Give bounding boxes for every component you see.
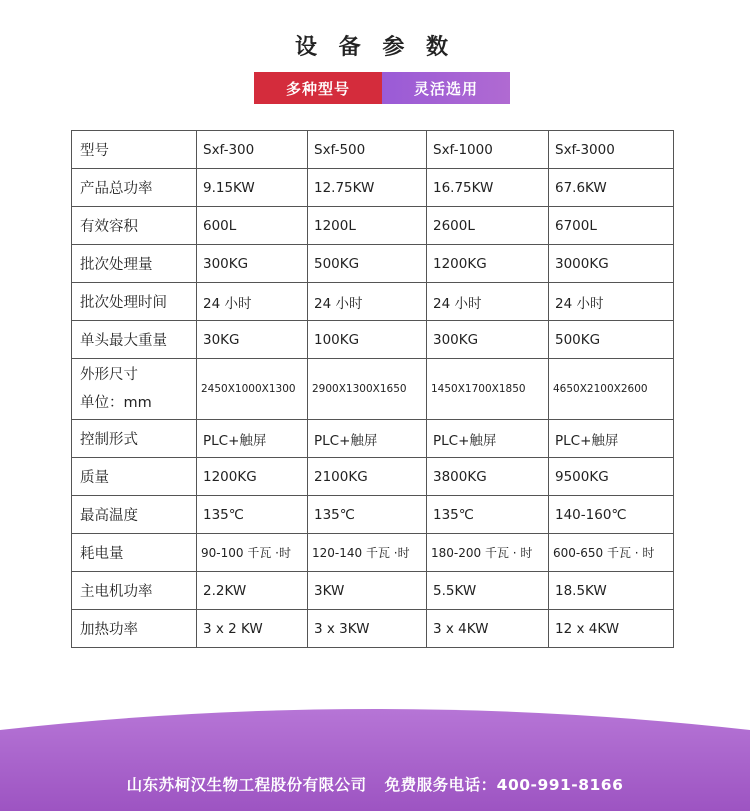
row-label: 型号 — [72, 131, 197, 169]
table-row — [72, 169, 674, 207]
table-cell: 18.5KW — [549, 572, 674, 610]
table-cell: 1200KG — [427, 245, 549, 283]
table-cell: 500KG — [549, 321, 674, 359]
table-cell: 1450X1700X1850 — [427, 359, 549, 420]
table-cell: 300KG — [197, 245, 308, 283]
table-cell: 24 小时 — [197, 283, 308, 321]
table-cell: 2900X1300X1650 — [308, 359, 427, 420]
table-cell: Sxf-3000 — [549, 131, 674, 169]
table-cell: PLC+触屏 — [427, 420, 549, 458]
table-cell: Sxf-1000 — [427, 131, 549, 169]
table-cell: PLC+触屏 — [197, 420, 308, 458]
hotline-number[interactable]: 400-991-8166 — [496, 776, 624, 794]
table-cell: 12.75KW — [308, 169, 427, 207]
table-cell: 16.75KW — [427, 169, 549, 207]
table-row — [72, 534, 674, 572]
row-label: 产品总功率 — [72, 169, 197, 207]
table-row — [72, 131, 674, 169]
table-cell: 24 小时 — [549, 283, 674, 321]
table-cell: PLC+触屏 — [549, 420, 674, 458]
table-cell: 24 小时 — [308, 283, 427, 321]
table-cell: Sxf-500 — [308, 131, 427, 169]
table-row — [72, 207, 674, 245]
table-cell: 3000KG — [549, 245, 674, 283]
row-label — [72, 359, 197, 420]
table-cell: 1200KG — [197, 458, 308, 496]
table-cell: 24 小时 — [427, 283, 549, 321]
table-cell: 9.15KW — [197, 169, 308, 207]
row-label: 耗电量 — [72, 534, 197, 572]
table-cell: 600-650 千瓦 · 时 — [549, 534, 674, 572]
row-label: 主电机功率 — [72, 572, 197, 610]
table-cell: 3 x 4KW — [427, 610, 549, 648]
table-row — [72, 359, 674, 420]
row-label-line1: 外形尺寸 — [80, 367, 138, 383]
table-cell: 135℃ — [197, 496, 308, 534]
table-cell: 9500KG — [549, 458, 674, 496]
table-cell: 135℃ — [427, 496, 549, 534]
table-row — [72, 283, 674, 321]
table-row — [72, 245, 674, 283]
table-cell: 100KG — [308, 321, 427, 359]
table-cell: 600L — [197, 207, 308, 245]
row-label: 控制形式 — [72, 420, 197, 458]
row-label: 批次处理量 — [72, 245, 197, 283]
table-cell: 3800KG — [427, 458, 549, 496]
table-row — [72, 458, 674, 496]
table-row — [72, 321, 674, 359]
table-cell: 2450X1000X1300 — [197, 359, 308, 420]
table-row — [72, 420, 674, 458]
table-row — [72, 610, 674, 648]
table-cell: 3 x 2 KW — [197, 610, 308, 648]
tagline-banner — [254, 72, 510, 104]
row-label: 最高温度 — [72, 496, 197, 534]
hotline-label: 免费服务电话： — [384, 776, 497, 794]
banner-right-text: 灵活选用 — [382, 72, 510, 104]
table-row — [72, 572, 674, 610]
table-cell: Sxf-300 — [197, 131, 308, 169]
table-cell: 140-160℃ — [549, 496, 674, 534]
spec-table — [71, 130, 674, 648]
row-label: 加热功率 — [72, 610, 197, 648]
table-cell: 3KW — [308, 572, 427, 610]
row-label: 单头最大重量 — [72, 321, 197, 359]
table-cell: 135℃ — [308, 496, 427, 534]
row-label: 有效容积 — [72, 207, 197, 245]
table-cell: 3 x 3KW — [308, 610, 427, 648]
table-cell: 67.6KW — [549, 169, 674, 207]
table-cell: 1200L — [308, 207, 427, 245]
table-cell: 300KG — [427, 321, 549, 359]
company-name: 山东苏柯汉生物工程股份有限公司 — [126, 776, 367, 794]
banner-left-text: 多种型号 — [254, 72, 382, 104]
table-cell: 180-200 千瓦 · 时 — [427, 534, 549, 572]
table-cell: 6700L — [549, 207, 674, 245]
table-cell: 500KG — [308, 245, 427, 283]
table-cell: 2.2KW — [197, 572, 308, 610]
table-cell: 4650X2100X2600 — [549, 359, 674, 420]
table-cell: 90-100 千瓦 ·时 — [197, 534, 308, 572]
table-cell: PLC+触屏 — [308, 420, 427, 458]
table-cell: 5.5KW — [427, 572, 549, 610]
row-label-unit: 单位：mm — [80, 395, 152, 411]
table-cell: 120-140 千瓦 ·时 — [308, 534, 427, 572]
table-cell: 2100KG — [308, 458, 427, 496]
footer-contact — [0, 773, 750, 795]
row-label: 质量 — [72, 458, 197, 496]
page-title: 设 备 参 数 — [295, 35, 455, 60]
table-cell: 30KG — [197, 321, 308, 359]
row-label: 批次处理时间 — [72, 283, 197, 321]
table-row — [72, 496, 674, 534]
table-cell: 12 x 4KW — [549, 610, 674, 648]
table-cell: 2600L — [427, 207, 549, 245]
